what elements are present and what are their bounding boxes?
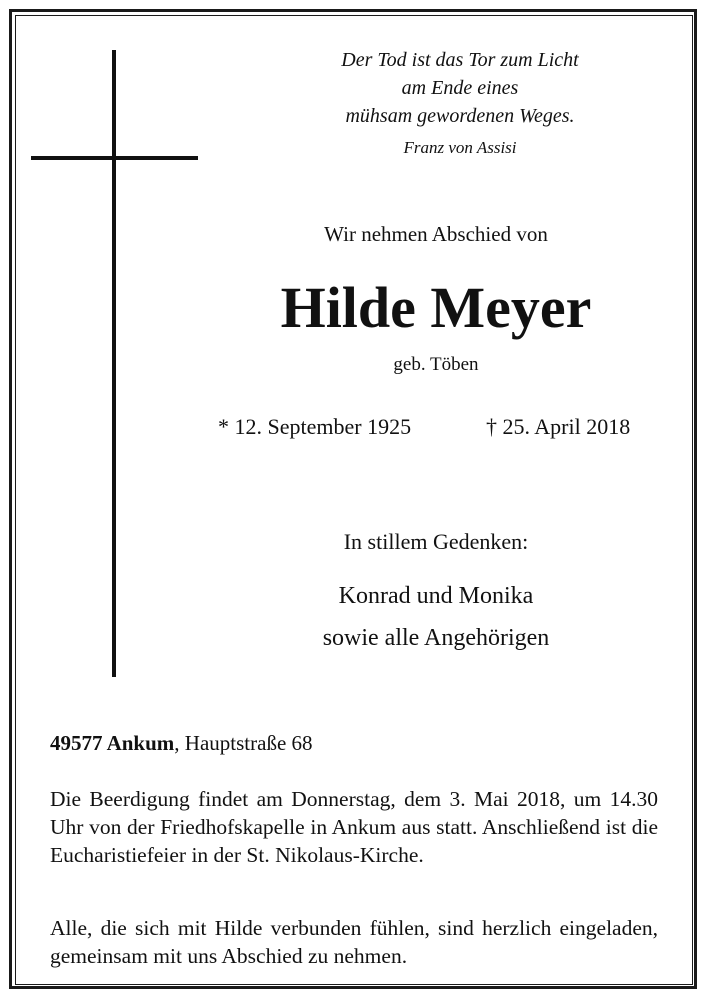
- quote-line: Der Tod ist das Tor zum Licht: [341, 49, 579, 71]
- address-postal-city: 49577 Ankum: [50, 731, 175, 755]
- quote-author: Franz von Assisi: [403, 138, 517, 157]
- memory-header: In stillem Gedenken:: [343, 529, 529, 554]
- invitation-paragraph: Alle, die sich mit Hilde verbunden fühlen, sind herzlich eingeladen, gemeinsam mit uns Abschied zu nehmen.: [50, 916, 658, 968]
- birth-name: geb. Töben: [393, 354, 479, 375]
- mourner-line: Konrad und Monika: [338, 583, 534, 609]
- cross-icon-vertical-bar: [112, 50, 116, 677]
- quote-line: am Ende eines: [401, 77, 519, 99]
- mourners-list: [236, 575, 636, 659]
- funeral-info-paragraph: Die Beerdigung findet am Donnerstag, dem 3. Mai 2018, um 14.30 Uhr von der Friedhofskapelle in Ankum aus statt. Anschließend ist die Eucharistiefeier in der St. Nikolaus-Kirche.: [50, 787, 658, 867]
- deceased-name: Hilde Meyer: [280, 275, 592, 340]
- farewell-intro: Wir nehmen Abschied von: [324, 222, 548, 246]
- address: [50, 731, 313, 756]
- memorial-quote: [250, 46, 670, 162]
- mourner-line: sowie alle Angehörigen: [322, 625, 550, 651]
- death-date: † 25. April 2018: [486, 414, 631, 439]
- quote-line: mühsam gewordenen Weges.: [345, 105, 575, 127]
- address-street: , Hauptstraße 68: [174, 731, 313, 755]
- cross-icon-horizontal-bar: [31, 156, 198, 160]
- birth-date: * 12. September 1925: [218, 414, 412, 439]
